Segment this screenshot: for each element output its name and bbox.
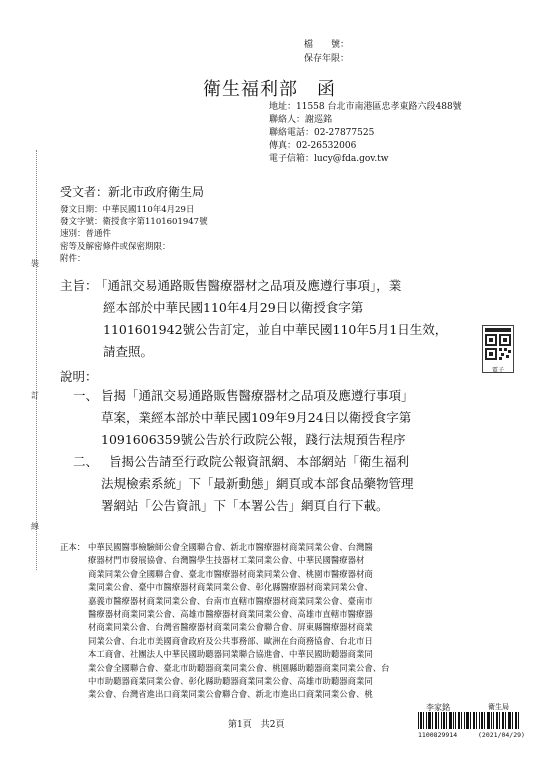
binding-mark-zhuang: 裝 xyxy=(31,259,39,268)
recipient: 受文者：新北市政府衛生局 xyxy=(60,185,205,199)
barcode-number: 1100829914 xyxy=(418,731,458,739)
retention-period-label: 保存年限： xyxy=(304,54,350,64)
explanation-label: 說明： xyxy=(60,369,98,384)
meta-block xyxy=(60,204,208,265)
file-number-label: 檔 號： xyxy=(304,40,350,50)
explanation-item-number: 二、 xyxy=(73,454,99,469)
cc-line: 材商業同業公會、台灣省醫療器材商業同業公會聯合會、屏東縣醫療器材商業 xyxy=(88,622,373,633)
attachment: 附件： xyxy=(60,253,86,264)
explanation-line: 署網站「公告資訊」下「本署公告」網頁自行下載。 xyxy=(101,498,389,513)
cc-line: 中華民國醫事檢驗師公會全國聯合會、新北市醫療器材商業同業公會、台灣醫 xyxy=(88,542,373,552)
cc-label: 正本： xyxy=(60,542,86,552)
signer-name: 李家銘 xyxy=(426,703,450,712)
subject-line: 經本部於中華民國110年4月29日以衛授食字第 xyxy=(103,300,364,315)
subject-line: 1101601942號公告訂定，並自中華民國110年5月1日生效， xyxy=(103,322,448,337)
contact-address: 地址：11558 台北市南港區忠孝東路六段488號 xyxy=(269,102,462,112)
cc-line: 同業公會、台北市美國商會政府及公共事務部、歐洲在台商務協會、台北市日 xyxy=(88,635,373,646)
cc-line: 業公會全國聯合會、臺北市助聽器商業同業公會、桃園縣助聽器商業同業公會、台 xyxy=(88,662,390,673)
contact-fax: 傳真：02-26532006 xyxy=(269,141,357,151)
subject-line: 「通訊交易通路販售醫療器材之品項及應遵行事項」，業 xyxy=(95,278,402,293)
cc-line: 商業同業公會全國聯合會、臺北市醫療器材商業同業公會、桃園市醫療器材商 xyxy=(88,568,373,579)
explanation-line: 1091606359號公告於行政院公報，踐行法規預告程序 xyxy=(101,432,406,447)
cc-line: 療器材門市發展協會、台灣醫學生技器材工業同業公會、中華民國醫療器材 xyxy=(88,555,365,566)
cc-line: 本工商會、社團法人中華民國助聽器同業聯合協進會、中華民國助聽器商業同 xyxy=(88,649,373,660)
explanation-item-1 xyxy=(101,385,414,451)
unit-label: 衛生局 xyxy=(488,703,509,711)
contact-person: 聯絡人：謝巡銘 xyxy=(269,115,333,125)
qr-code-icon xyxy=(483,326,513,362)
secrecy-level: 密等及解密條件或保密期限： xyxy=(60,241,171,252)
subject-line: 請查照。 xyxy=(103,344,154,359)
delivery-speed: 速別：普通件 xyxy=(60,229,112,240)
cc-line: 中市助聽器商業同業公會、彰化縣助聽器商業同業公會、高雄市助聽器商業同 xyxy=(88,676,373,687)
cc-line: 醫療器材商業同業公會、高雄市醫療器材商業同業公會、高雄市直轄市醫療器 xyxy=(88,609,373,620)
barcode-date: (2021/04/29) xyxy=(478,731,525,739)
page-number: 第1頁 共2頁 xyxy=(228,720,285,730)
contact-email: 電子信箱：lucy@fda.gov.tw xyxy=(269,154,389,164)
explanation-line: 草案，業經本部於中華民國109年9月24日以衛授食字第 xyxy=(101,410,412,425)
explanation-line: 旨揭公告請至行政院公報資訊網、本部網站「衛生福利 xyxy=(109,454,410,469)
document-title: 衛生福利部 函 xyxy=(203,79,336,100)
contact-block xyxy=(269,101,462,166)
issue-date: 發文日期：中華民國110年4月29日 xyxy=(60,205,195,215)
binding-mark-xian: 線 xyxy=(31,522,39,531)
cc-line: 業同業公會、臺中市醫療器材商業同業公會、彰化縣醫療器材商業同業公會、 xyxy=(88,582,373,593)
binding-line xyxy=(36,150,37,570)
explanation-line: 旨揭「通訊交易通路販售醫療器材之品項及應遵行事項」 xyxy=(101,388,414,403)
electronic-stamp xyxy=(482,325,514,373)
explanation-line: 法規檢索系統」下「最新動態」網頁或本部食品藥物管理 xyxy=(101,476,414,491)
binding-mark-ding: 訂 xyxy=(31,391,39,400)
explanation-item-number: 一、 xyxy=(73,388,99,403)
subject-text xyxy=(95,275,447,363)
contact-phone: 聯絡電話：02-27877525 xyxy=(269,128,375,138)
cc-line: 嘉義市醫療器材商業同業公會、台南市直轄市醫療器材商業同業公會、臺南市 xyxy=(88,595,373,606)
cc-list xyxy=(88,541,390,702)
stamp-caption: 電子 xyxy=(491,367,504,374)
cc-line: 業公會、台灣省進出口商業同業公會聯合會、新北市進出口商業同業公會、桃 xyxy=(88,689,373,700)
subject-label: 主旨： xyxy=(60,278,98,293)
explanation-item-2 xyxy=(101,451,414,517)
document-number: 發文字號：衛授食字第1101601947號 xyxy=(60,217,208,228)
barcode-icon xyxy=(418,712,520,729)
